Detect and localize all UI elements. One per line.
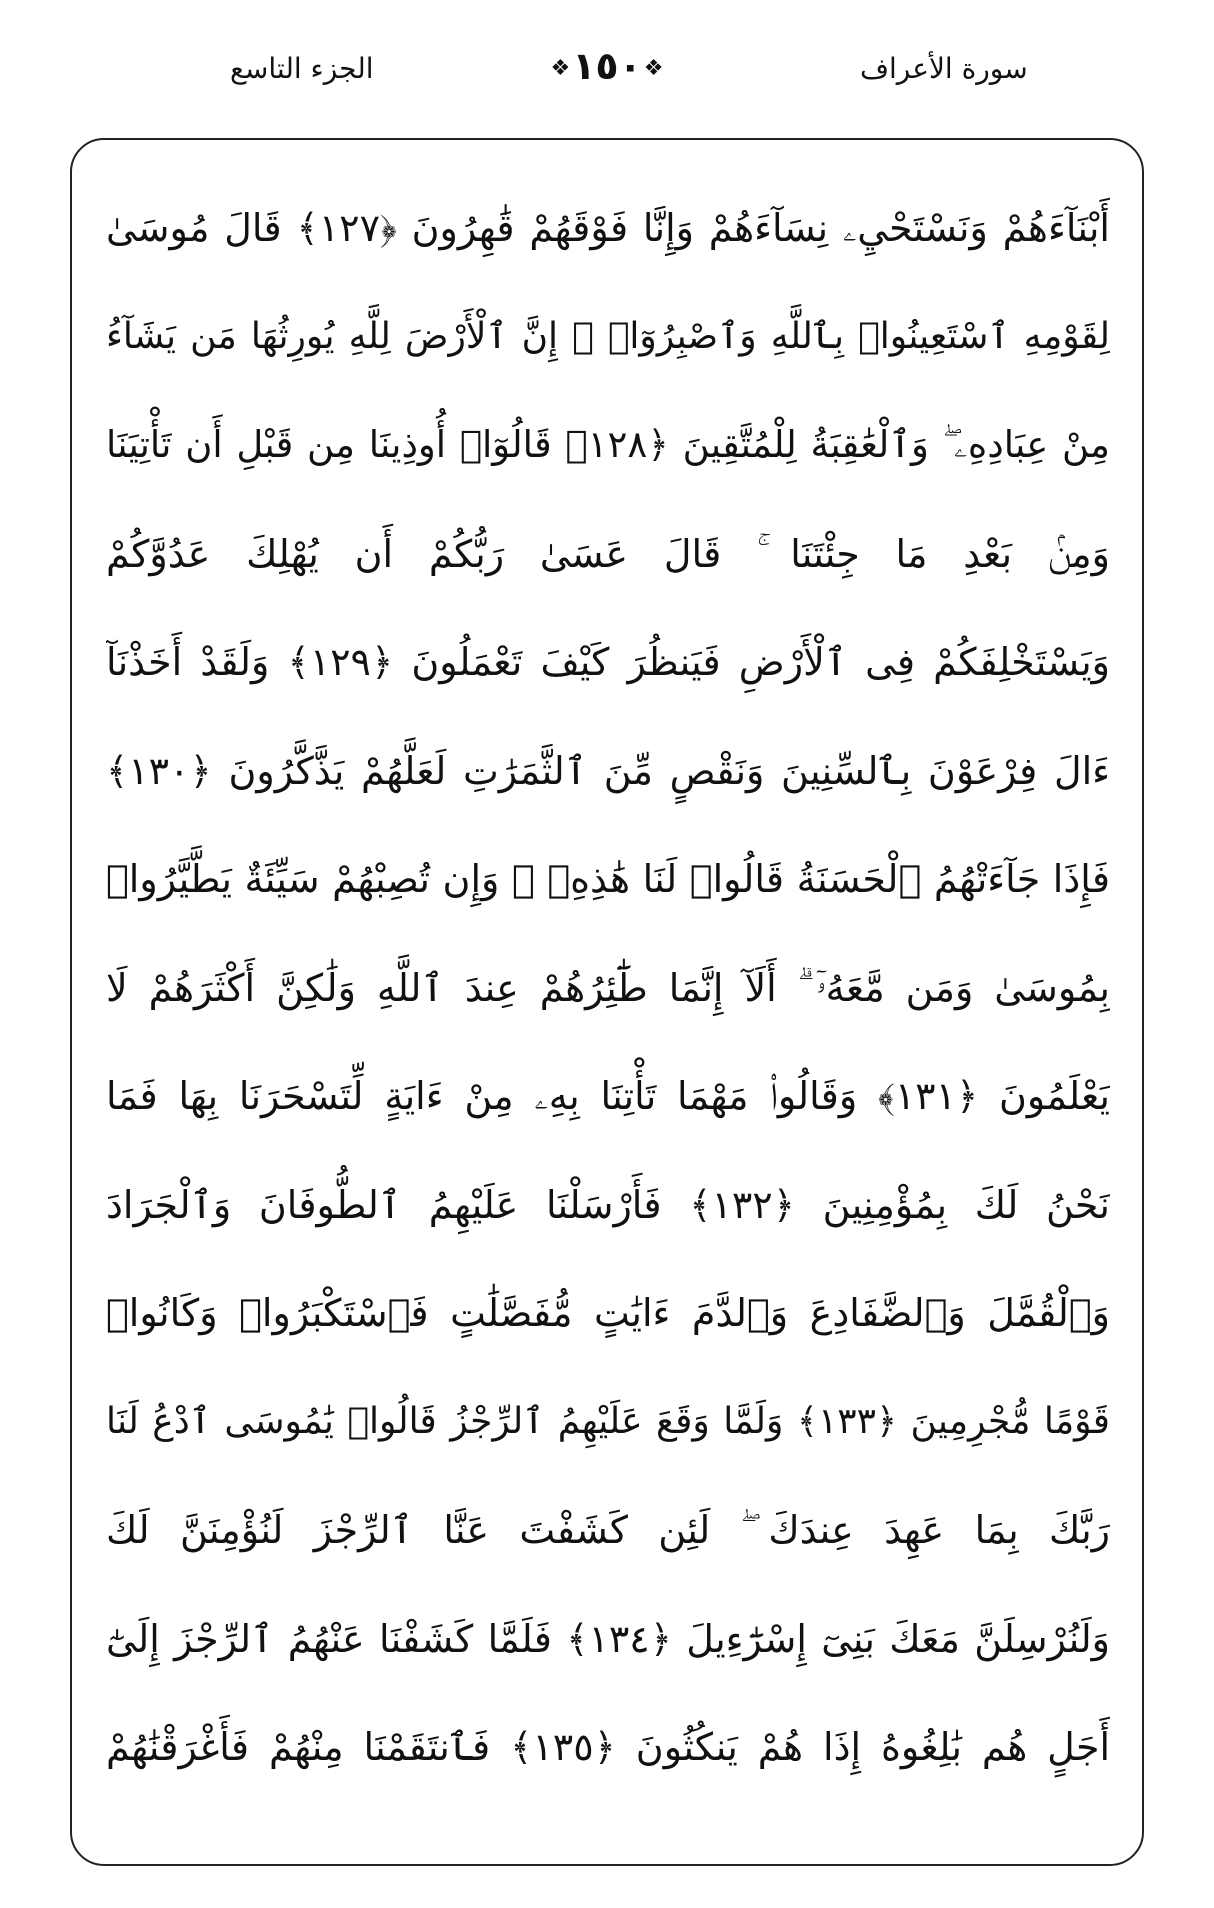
- text-line: وَلَنُرْسِلَنَّ مَعَكَ بَنِىٓ إِسْرَٰٓءِيلَ ﴿١٣٤﴾ فَلَمَّا كَشَفْنَا عَنْهُمُ ٱلرِّجْزَ إِلَىٰٓ: [106, 1616, 1110, 1661]
- text-line: لِقَوْمِهِ ٱسْتَعِينُوا۟ بِٱللَّهِ وَٱصْبِرُوٓا۟ ۖ إِنَّ ٱلْأَرْضَ لِلَّهِ يُورِثُهَا مَن يَشَآءُ: [106, 315, 1110, 357]
- ornament-icon: ❖: [550, 56, 571, 81]
- text-line: يَعْلَمُونَ ﴿١٣١﴾ وَقَالُوا۟ مَهْمَا تَأْتِنَا بِهِۦ مِنْ ءَايَةٍ لِّتَسْحَرَنَا بِهَا فَمَا: [106, 1074, 1110, 1118]
- page-header: [0, 30, 1214, 120]
- text-line: نَحْنُ لَكَ بِمُؤْمِنِينَ ﴿١٣٢﴾ فَأَرْسَلْنَا عَلَيْهِمُ ٱلطُّوفَانَ وَٱلْجَرَادَ: [106, 1182, 1110, 1227]
- text-line: رَبَّكَ بِمَا عَهِدَ عِندَكَ ۖ لَئِن كَشَفْتَ عَنَّا ٱلرِّجْزَ لَنُؤْمِنَنَّ لَكَ: [106, 1508, 1110, 1552]
- page-number: ١٥٠: [572, 44, 642, 88]
- text-line: ءَالَ فِرْعَوْنَ بِٱلسِّنِينَ وَنَقْصٍ مِّنَ ٱلثَّمَرَٰتِ لَعَلَّهُمْ يَذَّكَّرُونَ ﴿١٣٠﴾: [106, 748, 1110, 793]
- text-line: وَيَسْتَخْلِفَكُمْ فِى ٱلْأَرْضِ فَيَنظُرَ كَيْفَ تَعْمَلُونَ ﴿١٢٩﴾ وَلَقَدْ أَخَذْنَآ: [106, 640, 1110, 684]
- juz-title: الجزء التاسع: [230, 52, 374, 85]
- text-line: أَجَلٍ هُم بَٰلِغُوهُ إِذَا هُمْ يَنكُثُونَ ﴿١٣٥﴾ فَٱنتَقَمْنَا مِنْهُمْ فَأَغْرَقْنَٰهُمْ: [106, 1725, 1110, 1769]
- text-line: أَبْنَآءَهُمْ وَنَسْتَحْيِۦ نِسَآءَهُمْ وَإِنَّا فَوْقَهُمْ قَٰهِرُونَ ﴿١٢٧﴾ قَالَ مُوسَىٰ: [106, 206, 1110, 250]
- text-line: وَمِنۢ بَعْدِ مَا جِئْتَنَا ۚ قَالَ عَسَىٰ رَبُّكُمْ أَن يُهْلِكَ عَدُوَّكُمْ: [106, 531, 1110, 576]
- text-line: قَوْمًا مُّجْرِمِينَ ﴿١٣٣﴾ وَلَمَّا وَقَعَ عَلَيْهِمُ ٱلرِّجْزُ قَالُوا۟ يَٰمُوسَى ٱدْعُ لَنَا: [106, 1400, 1110, 1442]
- text-frame: [70, 138, 1144, 1866]
- text-line: وَٱلْقُمَّلَ وَٱلضَّفَادِعَ وَٱلدَّمَ ءَايَٰتٍ مُّفَصَّلَٰتٍ فَٱسْتَكْبَرُوا۟ وَكَانُوا۟: [106, 1291, 1110, 1335]
- text-line: مِنْ عِبَادِهِۦ ۖ وَٱلْعَٰقِبَةُ لِلْمُتَّقِينَ ﴿١٢٨﴾ قَالُوٓا۟ أُوذِينَا مِن قَبْلِ أَن تَأْتِيَنَا: [106, 423, 1110, 466]
- page-number-block: [540, 44, 674, 88]
- text-line: بِمُوسَىٰ وَمَن مَّعَهُۥٓ ۗ أَلَآ إِنَّمَا طَٰٓئِرُهُمْ عِندَ ٱللَّهِ وَلَٰكِنَّ أَكْثَرَهُمْ لَا: [106, 965, 1110, 1010]
- verse-lines: [106, 174, 1110, 1802]
- text-line: فَإِذَا جَآءَتْهُمُ ٱلْحَسَنَةُ قَالُوا۟ لَنَا هَٰذِهِۦ ۖ وَإِن تُصِبْهُمْ سَيِّئَةٌ يَطَّيَّرُوا۟: [106, 857, 1110, 901]
- surah-title: سورة الأعراف: [860, 52, 1028, 85]
- ornament-icon: ❖: [643, 56, 664, 81]
